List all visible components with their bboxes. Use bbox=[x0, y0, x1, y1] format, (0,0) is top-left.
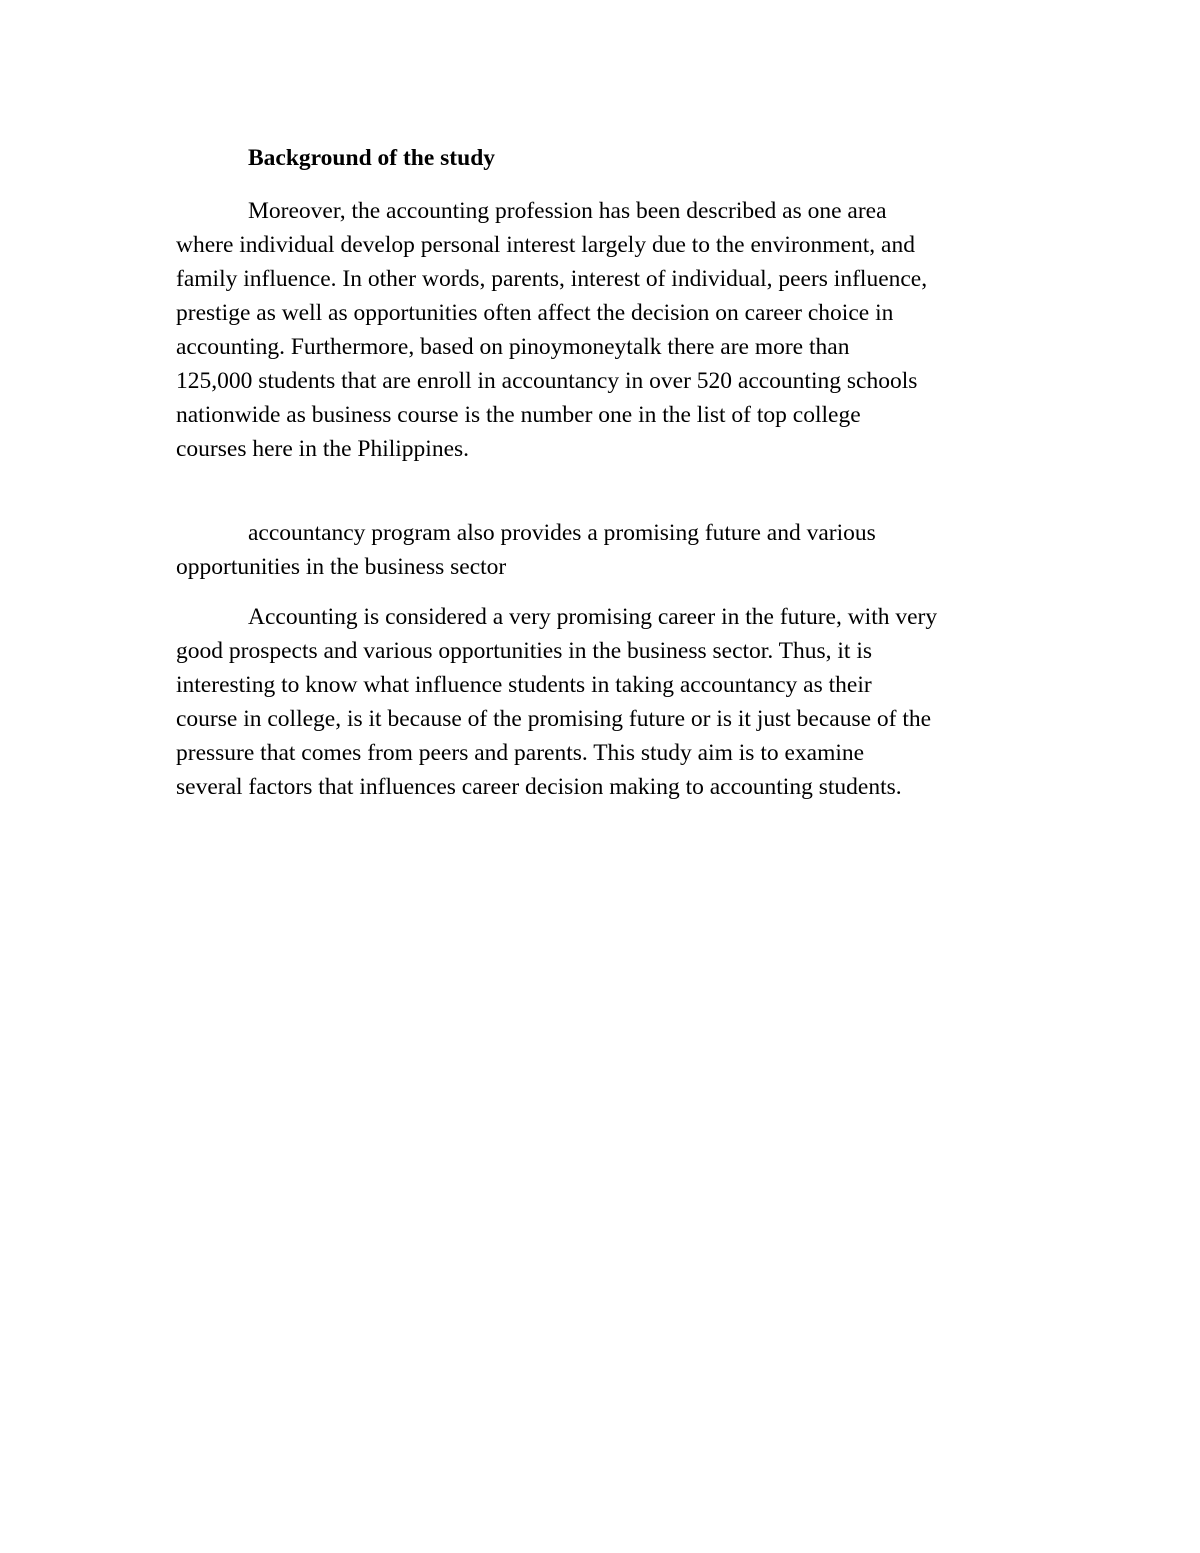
paragraph-line: family influence. In other words, parents, interest of individual, peers influence, bbox=[176, 266, 928, 292]
paragraph-line: good prospects and various opportunities in the business sector. Thus, it is bbox=[176, 638, 873, 664]
paragraph-line: opportunities in the business sector bbox=[176, 554, 507, 580]
paragraph-line: Accounting is considered a very promising career in the future, with very bbox=[248, 604, 938, 630]
paragraph-line: prestige as well as opportunities often affect the decision on career choice in bbox=[176, 300, 894, 326]
paragraph-1 bbox=[176, 194, 1076, 466]
paragraph-line: Moreover, the accounting profession has been described as one area bbox=[248, 198, 887, 224]
paragraph-line: nationwide as business course is the number one in the list of top college bbox=[176, 402, 861, 428]
paragraph-line: 125,000 students that are enroll in accountancy in over 520 accounting schools bbox=[176, 368, 918, 394]
document-body bbox=[176, 138, 1076, 820]
paragraph-line: several factors that influences career decision making to accounting students. bbox=[176, 774, 902, 800]
paragraph-line: courses here in the Philippines. bbox=[176, 436, 470, 462]
paragraph-line: pressure that comes from peers and parents. This study aim is to examine bbox=[176, 740, 865, 766]
paragraph-line: where individual develop personal interest largely due to the environment, and bbox=[176, 232, 915, 258]
section-heading: Background of the study bbox=[248, 145, 496, 171]
paragraph-3 bbox=[176, 600, 1076, 804]
paragraph-line: accounting. Furthermore, based on pinoymoneytalk there are more than bbox=[176, 334, 850, 360]
paragraph-line: interesting to know what influence students in taking accountancy as their bbox=[176, 672, 872, 698]
paragraph-2 bbox=[176, 516, 1076, 584]
paragraph-line: course in college, is it because of the promising future or is it just because of the bbox=[176, 706, 932, 732]
paragraph-line: accountancy program also provides a promising future and various bbox=[248, 520, 876, 546]
